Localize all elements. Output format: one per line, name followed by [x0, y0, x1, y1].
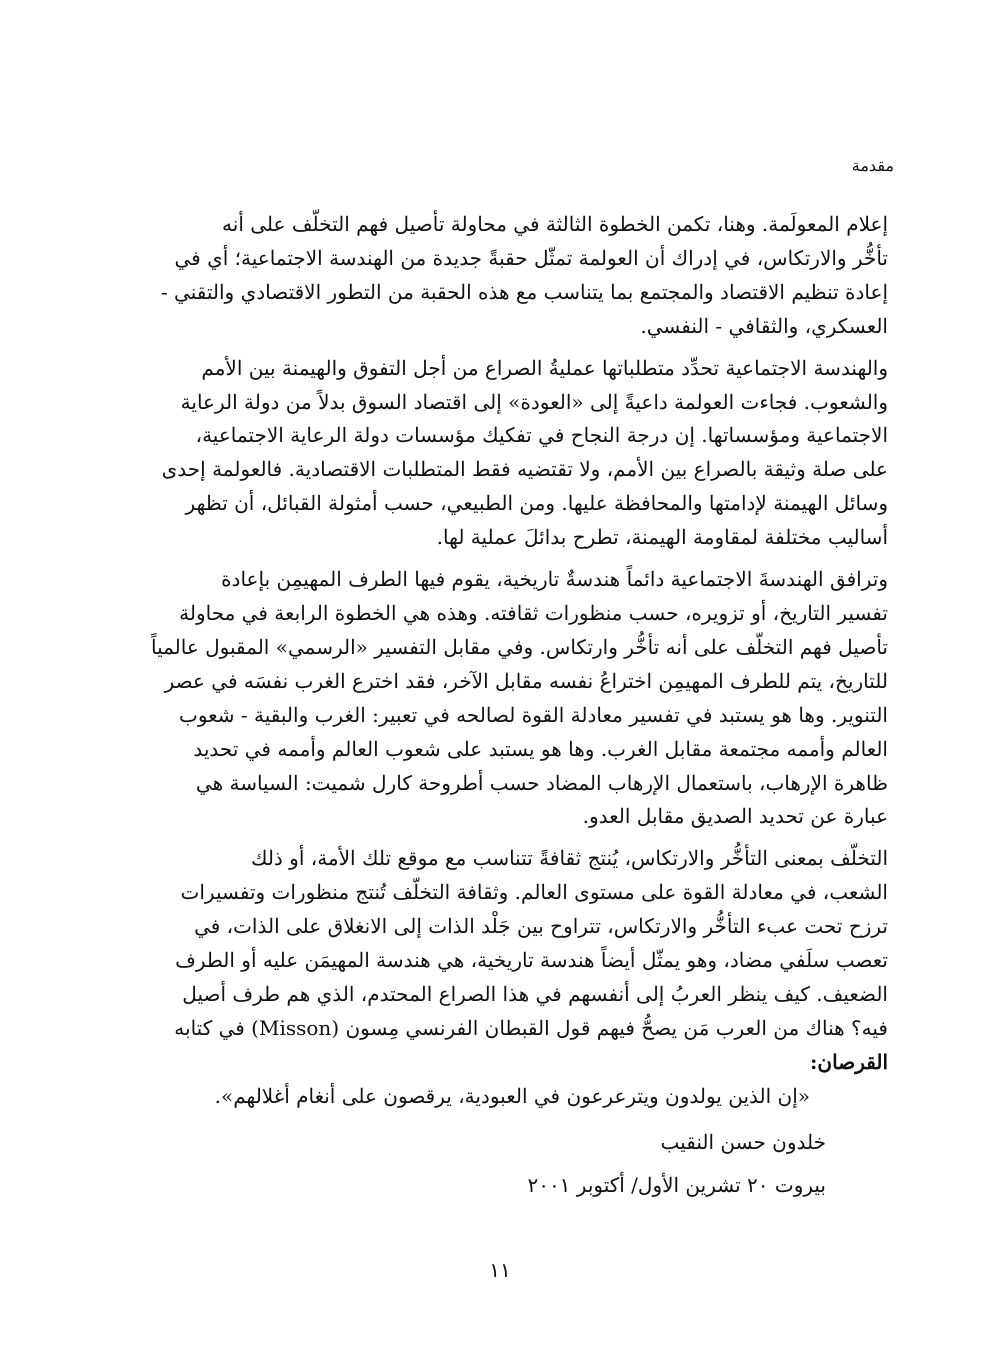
paragraph-line: للتاريخ، يتم للطرف المهيمِن اختراعُ نفسه مقابل الآخر، فقد اخترع الغرب نفسَه في عصر: [164, 668, 888, 693]
body-text: [150, 208, 888, 1203]
paragraph-line: تأصيل فهم التخلّف على أنه تأخُّر وارتكاس. وفي مقابل التفسير «الرسمي» المقبول عالمياً: [150, 634, 888, 659]
signature-block: [150, 1126, 888, 1204]
paragraph-line: وسائل الهيمنة لإدامتها والمحافظة عليها. ومن الطبيعي، حسب أمثولة القبائل، أن تظهر: [185, 491, 888, 516]
paragraph-line: ظاهرة الإرهاب، باستعمال الإرهاب المضاد حسب أطروحة كارل شميت: السياسة هي: [195, 770, 888, 795]
page-number: ١١: [489, 1258, 511, 1282]
author-name: خلدون حسن النقيب: [660, 1129, 826, 1154]
paragraph-2: [150, 352, 888, 555]
paragraph-line: إعلام المعولَمة. وهنا، تكمن الخطوة الثالثة في محاولة تأصيل فهم التخلّف على أنه: [222, 212, 888, 236]
paragraph-line: فيه؟ هناك من العرب مَن يصحُّ فيهم قول القبطان الفرنسي مِسون (Misson) في كتابه: [174, 1015, 888, 1040]
paragraph-line: والهندسة الاجتماعية تحدِّد متطلباتها عمليةُ الصراع من أجل التفوق والهيمنة بين الأمم: [201, 355, 888, 380]
paragraph-line: إعادة تنظيم الاقتصاد والمجتمع بما يتناسب مع هذه الحقبة من التطور الاقتصادي والتقني -: [160, 279, 888, 304]
paragraph-line: التخلّف بمعنى التأخُّر والارتكاس، يُنتج ثقافةً تتناسب مع موقع تلك الأمة، أو ذلك: [250, 846, 888, 871]
paragraph-line: تفسير التاريخ، أو تزويره، حسب منظورات ثقافته. وهذه هي الخطوة الرابعة في محاولة: [179, 600, 888, 625]
paragraph-line: تعصب سلَفي مضاد، وهو يمثّل أيضاً هندسة تاريخية، هي هندسة المهيمَن عليه أو الطرف: [175, 948, 888, 973]
paragraph-line: العسكري، والثقافي - النفسي.: [640, 313, 888, 338]
epigraph-quote: «إن الذين يولدون ويترعرعون في العبودية، يرقصون على أنغام أغلالهم».: [214, 1083, 810, 1108]
paragraph-line: تأخُّر والارتكاس، في إدراك أن العولمة تمثّل حقبةً جديدة من الهندسة الاجتماعية؛ أي في: [174, 245, 888, 270]
place-date: بيروت ٢٠ تشرين الأول/ أكتوبر ٢٠٠١: [527, 1173, 826, 1198]
paragraph-line: القرصان:: [810, 1049, 888, 1074]
paragraph-line: الشعب، في معادلة القوة على مستوى العالم. وثقافة التخلّف تُنتج منظورات وتفسيرات: [180, 880, 888, 905]
paragraph-line: عبارة عن تحديد الصديق مقابل العدو.: [582, 804, 888, 829]
paragraph-line: التنوير. وها هو يستبد في تفسير معادلة القوة لصالحه في تعبير: الغرب والبقية - شعوب: [178, 702, 888, 727]
paragraph-line: وترافق الهندسةَ الاجتماعية دائماً هندسةٌ تاريخية، يقوم فيها الطرف المهيمِن بإعادة: [221, 567, 888, 592]
paragraph-line: الاجتماعية ومؤسساتها. إن درجة النجاح في تفكيك مؤسسات دولة الرعاية الاجتماعية،: [195, 423, 888, 448]
running-head: مقدمة: [851, 156, 894, 175]
paragraph-line: العالم وأممه مجتمعة مقابل الغرب. وها هو يستبد على شعوب العالم وأممه في تحديد: [193, 736, 888, 761]
paragraph-3: [150, 563, 888, 834]
paragraph-line: الضعيف. كيف ينظر العربُ إلى أنفسهم في هذا الصراع المحتدم، الذي هم طرف أصيل: [182, 981, 888, 1006]
paragraph-4: [150, 842, 888, 1079]
paragraph-line: على صلة وثيقة بالصراع بين الأمم، ولا تقتضيه فقط المتطلبات الاقتصادية. فالعولمة إحدى: [161, 457, 888, 482]
paragraph-line: أساليب مختلفة لمقاومة الهيمنة، تطرح بدائلَ عملية لها.: [436, 525, 888, 550]
paragraph-line: والشعوب. فجاءت العولمة داعيةً إلى «العودة» إلى اقتصاد السوق بدلاً من دولة الرعاية: [180, 389, 888, 414]
paragraph-1: [150, 208, 888, 344]
paragraph-line: ترزح تحت عبء التأخُّر والارتكاس، تتراوح بين جَلْد الذات إلى الانغلاق على الذات، في: [194, 914, 888, 939]
